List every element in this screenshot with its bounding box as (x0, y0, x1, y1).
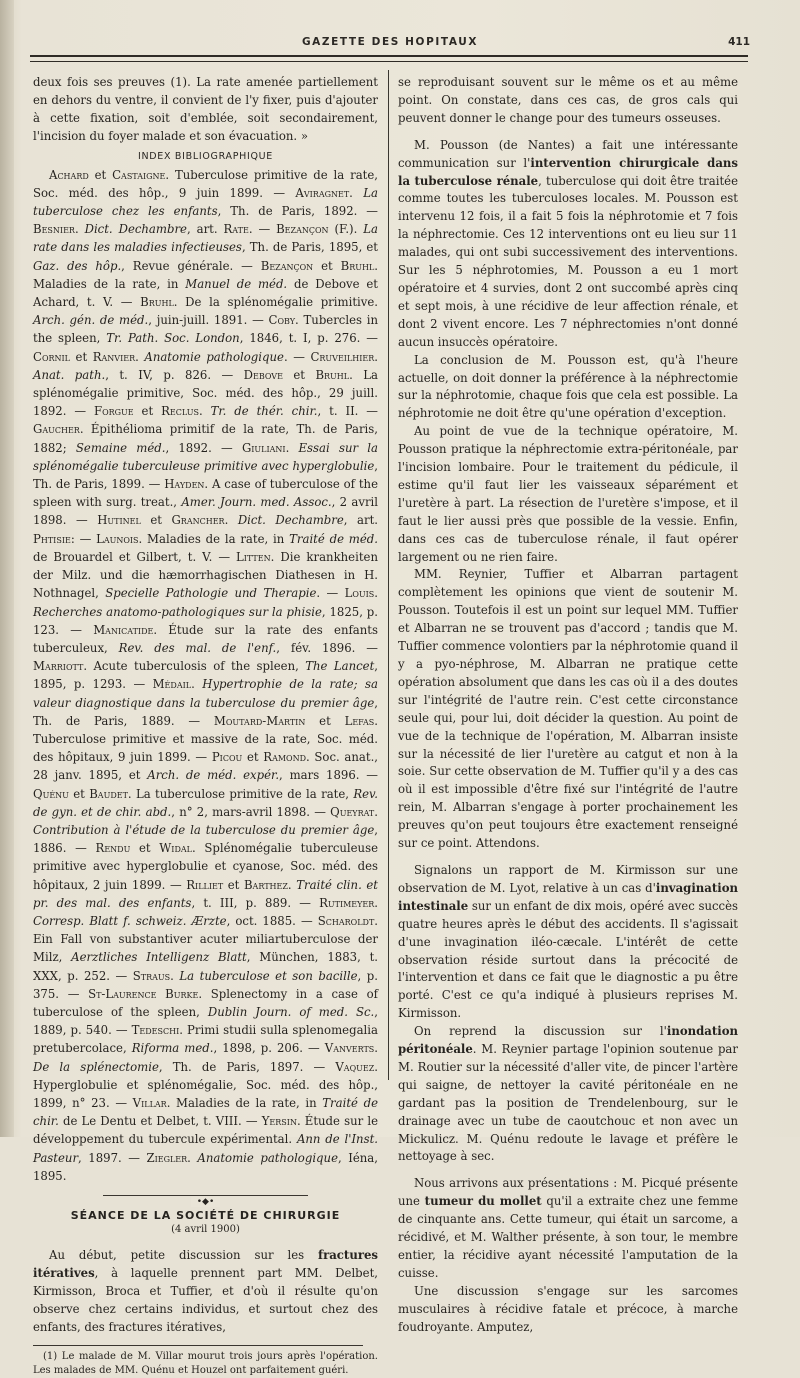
citation-text: . Ein Fall von substantiver acuter miliartuberculose der Milz, (33, 913, 378, 965)
citation-text: , juin-juill. 1891. — (148, 313, 269, 328)
citation-text: . Épithélioma primitif de la rate, Th. de Paris, 1882; (33, 422, 378, 455)
author-name: Ranvier (92, 349, 136, 364)
work-title: Tr. de thér. chir. (210, 404, 318, 419)
citation-text: , mars 1896. — (279, 768, 378, 783)
work-title: La tuberculose chez les enfants (33, 185, 379, 219)
citation-text: , 1892. — (165, 440, 242, 455)
author-name: Moutard-Martin (213, 713, 306, 728)
citation-text: , 1825, p. 123. — (33, 604, 378, 637)
citation-text: . La splénomégalie primitive, Soc. méd. des hôp., 29 juill. 1892. — (33, 367, 378, 419)
citation-text: , 1886. — (33, 822, 378, 856)
author-name: Yersin (261, 1114, 297, 1129)
citation-text: , Revue générale. — (121, 258, 261, 273)
author-name: Grancher (171, 513, 225, 528)
citation-text: de Brouardel et Gilbert, t. V. — (33, 549, 237, 564)
citation-text: et (68, 786, 90, 801)
citation-text: . Tuberculose primitive de la rate, Soc. méd. des hôp., 9 juin 1899. — (33, 167, 378, 200)
paragraph: se reproduisant souvent sur le même os et au même point. On constate, dans ces cas, de gros cals qui peuvent donner le change pour des tumeurs osseuses. (398, 75, 738, 125)
work-title: Contribution à l'étude de la tuberculose du premier âge (33, 822, 375, 837)
work-title: Anatomie pathologique (144, 349, 284, 364)
citation-text: et (313, 258, 341, 273)
author-name: Cornil (33, 349, 70, 364)
journal-title: GAZETTE DES HOPITAUX (301, 36, 479, 48)
bold-term: fractures itératives (33, 1248, 378, 1280)
citation-text: . Maladies de la rate, in (33, 258, 378, 291)
author-name: Scharoldt (317, 913, 375, 928)
author-name: Litten (236, 549, 271, 564)
author-name: Debove (243, 367, 283, 382)
author-name: Bruhl (315, 367, 350, 382)
work-title: Arch. de méd. expér. (147, 768, 280, 783)
author-name: Ziegler (146, 1150, 188, 1165)
citation-text: . (287, 877, 297, 892)
seance-paragraph (33, 1247, 378, 1337)
biblio-heading: INDEX BIBLIOGRAPHIQUE (137, 150, 274, 162)
work-title: Traité de méd. (289, 531, 378, 546)
author-name: Vaquez (335, 1059, 375, 1074)
citation-text: et (242, 750, 264, 765)
work-title: Corresp. Blatt f. schweiz. Ærzte (33, 913, 227, 928)
section-title: SÉANCE DE LA SOCIÉTÉ DE CHIRURGIE (70, 1209, 341, 1222)
text-span: Nous arrivons aux présentations : M. Picqué présente une (398, 1176, 738, 1209)
right-column (398, 74, 738, 1337)
author-name: Castaigne (112, 167, 166, 182)
citation-text: , 1897. — (78, 1150, 147, 1165)
author-name: Rate (223, 222, 249, 237)
text-span: qu'il a extraite chez une femme de cinquante ans. Cette tumeur, qui était un sarcome, a récidivé, et M. Walther présente, à son tour, le membre entier, la récidive ayant nécessité l'amputation de la cuisse. (398, 1194, 738, 1280)
work-title: Hypertrophie de la rate; sa valeur diagnostique dans la tuberculose du premier âge (33, 677, 378, 710)
work-title: Semaine méd. (75, 440, 166, 455)
work-title: Rev. de gyn. et de chir. abd. (33, 786, 378, 819)
author-name: Giuliani (241, 440, 286, 455)
work-title: Tr. Path. Soc. London (106, 331, 240, 346)
author-name: St-Laurence Burke (88, 986, 199, 1001)
bold-term: invagination intestinale (398, 880, 738, 913)
author-name: Launois (96, 531, 139, 546)
text-span: , à laquelle prennent part MM. Delbet, Kirmisson, Broca et Tuffier, et d'où il résulte qu'on observe chez certains individus, et surtout chez des enfants, des fractures itératives, (33, 1265, 378, 1334)
bold-term: intervention chirurgicale dans la tuberculose rénale (398, 155, 738, 188)
citation-text: , oct. 1885. — (226, 913, 318, 928)
citation-text: . De la splénomégalie primitive. (173, 295, 378, 310)
paragraph (398, 137, 738, 352)
paragraph (398, 1175, 738, 1282)
intro-paragraph: deux fois ses preuves (1). La rate amenée partiellement en dehors du ventre, il convient de l'y fixer, puis d'ajouter à cette fixation, soit d'emblée, soit secondairement, l'incision du foyer malade et son évacuation. » (33, 75, 378, 143)
citation-text: et (223, 877, 244, 892)
author-name: Reclus (161, 404, 199, 419)
author-name: Queyrat (330, 804, 375, 819)
work-title: Anat. path. (33, 367, 106, 382)
citation-text: . (374, 1041, 379, 1056)
citation-text: , Th. de Paris, 1895, et (241, 240, 378, 255)
author-name: Tedeschi (131, 1023, 180, 1038)
citation-text: . Soc. anat., 28 janv. 1895, et (33, 750, 379, 783)
author-name: Bruhl (140, 295, 174, 310)
citation-text: . La tuberculose primitive de la rate, (127, 786, 354, 801)
author-name: Louis (344, 586, 375, 601)
author-name: Phtisie (33, 531, 71, 546)
author-name: Bruhl (340, 258, 375, 273)
author-name: Bezançon (260, 258, 314, 273)
author-name: Villar (132, 1095, 167, 1110)
page-spine-shadow (0, 0, 14, 1137)
author-name: Quénu (33, 786, 69, 801)
citation-text: . Maladies de la rate, in (138, 531, 290, 546)
footnote-rule (33, 1345, 363, 1346)
bold-term: tumeur du mollet (424, 1194, 542, 1209)
citation-text: . — (316, 586, 345, 601)
work-title: Dict. Dechambre (237, 513, 344, 528)
citation-text: . (374, 586, 378, 601)
ornament-glyph: •◆• (191, 1197, 221, 1207)
author-name: Hayden (164, 477, 205, 492)
work-title: Amer. Journ. med. Assoc. (181, 495, 332, 510)
author-name: Marriott (33, 659, 84, 674)
author-name: Manicatide (93, 622, 154, 637)
citation-text: . Étude sur la rate des enfants tuberculeux, (33, 622, 378, 655)
citation-text: , 1889, p. 540. — (33, 1004, 378, 1038)
citation-text: . Hyperglobulie et splénomégalie, Soc. méd. des hôp., 1899, n° 23. — (33, 1059, 378, 1110)
paragraph: La conclusion de M. Pousson est, qu'à l'heure actuelle, on doit donner la préférence à la néphrectomie sur la néphrotomie, chaque fois que cela est possible. La néphrotomie ne doit être qu'une opération d'exception. (398, 352, 738, 421)
citation-text: , 1895, p. 1293. — (33, 659, 378, 692)
citation-text: , n° 2, mars-avril 1898. — (171, 804, 331, 819)
citation-text: , p. 375. — (33, 968, 378, 1001)
author-name: Ramond (263, 750, 307, 765)
citation-text: . Tuberculose primitive et massive de la rate, Soc. méd. des hôpitaux, 9 juin 1899. — (33, 713, 378, 765)
footnote: (1) Le malade de M. Villar mourut trois jours après l'opération. Les malades de MM. Quénu et Houzel ont parfaitement guéri. (33, 1350, 378, 1376)
paragraph: Au point de vue de la technique opératoire, M. Pousson pratique la néphrectomie extra-péritonéale, par l'incision lombaire. Pour le traitement du pédicule, il estime qu'il faut lier les vaisseaux séparément et l'uretère à part. La résection de l'uretère s'impose, et il faut le lier aussi près que possible de la vessie. Enfin, dans ces cas de tuberculose rénale, il faut opérer largement ou ne rien faire. (398, 424, 738, 564)
citation-text: , 1846, t. I, p. 276. — (239, 331, 378, 346)
section-ornament (33, 1189, 378, 1207)
citation-text: , Th. de Paris, 1889. — (33, 695, 378, 728)
citation-text: . (135, 349, 145, 364)
author-name: Achard (49, 167, 89, 182)
work-title: Gaz. des hôp. (33, 258, 122, 273)
citation-text: et (305, 713, 345, 728)
citation-text: et (282, 367, 316, 382)
column-divider (388, 70, 389, 1080)
work-title: Rev. des mal. de l'enf. (118, 640, 277, 655)
paragraph: Une discussion s'engage sur les sarcomes musculaires à récidive fatale et précoce, à marche foudroyante. Amputez, (398, 1283, 738, 1334)
work-title: La rate dans les maladies infectieuses (33, 222, 378, 255)
bibliography (33, 166, 378, 1185)
citation-text: . (349, 185, 364, 200)
author-name: Aviragnet (295, 185, 350, 200)
citation-text: , t. III, p. 889. — (191, 895, 320, 910)
author-name: Rendu (95, 841, 131, 856)
citation-text: , München, 1883, t. XXX, p. 252. — (33, 950, 379, 983)
author-name: Rilliet (186, 877, 224, 892)
citation-text: . Splénomégalie tuberculeuse primitive avec hyperglobulie et cyanose, Soc. méd. des hôpitaux, 2 juin 1899. — (33, 841, 378, 892)
text-span: sur un enfant de dix mois, opéré avec succès quatre heures après le début des accidents. Il s'agissait d'une invagination iléo-cæcale. L'intérêt de cette observation réside surtout dans la précocité de l'intervention et dans ce fait que le diagnostic a pu être porté. C'est ce qu'a indiqué à plusieurs reprises M. Kirmisson. (398, 898, 738, 1021)
work-title: Specielle Pathologie und Therapie (105, 586, 317, 601)
left-column (33, 74, 378, 1378)
bold-term: inondation péritonéale (398, 1024, 738, 1057)
citation-text: et (130, 841, 160, 856)
author-name: Gaucher (33, 422, 80, 437)
citation-text: . (285, 440, 299, 455)
citation-text: . (191, 677, 203, 692)
text-span: , tuberculose qui doit être traitée comme toutes les tuberculoses locales. M. Pousson est intervenu 12 fois, il a fait 5 fois la néphrotomie et 7 fois la néphrectomie. Ces 12 interventions ont eu lieu sur 11 malades, qui ont subi successivement des interventions. Sur les 5 néphrotomies, M. Pousson a eu 1 mort opératoire et 4 survies, dont 2 ont succombé après cinq et sept mois, à une récidive de leur affection rénale, et dont 2 vivent encore. Les 7 néphrectomies n'ont donné aucun insuccès opératoire. (398, 173, 738, 349)
header-rule (30, 55, 748, 62)
work-title: Arch. gén. de méd. (33, 313, 149, 328)
citation-text: . (374, 804, 378, 819)
text-span: On reprend la discussion sur l' (414, 1024, 667, 1039)
citation-text: . Primi studii sulla splenomegalia pretubercolace, (33, 1023, 378, 1056)
citation-text: . Die krankheiten der Milz. und die hæmorrhagischen Diathesen in H. Nothnagel, (33, 549, 378, 601)
citation-text: . Acute tuberculosis of the spleen, (83, 659, 306, 674)
citation-text: . Tubercles in the spleen, (33, 313, 379, 346)
work-title: Aerztliches Intelligenz Blatt (71, 950, 247, 965)
author-name: Cruveilhier (310, 349, 375, 364)
citation-text: et (88, 167, 113, 182)
author-name: Coby (268, 313, 296, 328)
work-title: Traité clin. et pr. des mal. des enfants (33, 877, 378, 910)
citation-text: . A case of tuberculose of the spleen with surg. treat., (33, 477, 378, 510)
citation-text: , Iéna, 1895. (33, 1150, 378, 1183)
citation-text: , Th. de Paris, 1892. — (217, 204, 378, 219)
author-name: Médail (152, 677, 192, 692)
citation-text: (F.). (328, 222, 364, 237)
citation-text: et (140, 513, 172, 528)
author-name: Vanverts (324, 1041, 375, 1056)
citation-text: . (170, 968, 180, 983)
text-span: Au début, petite discussion sur les (49, 1248, 319, 1262)
author-name: Picou (211, 750, 243, 765)
bibliography-text (33, 166, 378, 1185)
author-name: Lefas (344, 713, 375, 728)
citation-text: , 2 avril 1898. — (33, 495, 379, 528)
citation-text: . (187, 1150, 198, 1165)
author-name: Straus (132, 968, 171, 983)
work-title: Ann de l'Inst. Pasteur (33, 1132, 378, 1165)
author-name: Widal (159, 841, 192, 856)
citation-text: . Étude sur le développement du tubercule expérimental. (33, 1114, 378, 1147)
work-title: De la splénectomie (33, 1059, 159, 1074)
section-date: (4 avril 1900) (171, 1224, 240, 1235)
text-span: . M. Reynier partage l'opinion soutenue par M. Routier sur la nécessité d'aller vite, de pincer l'artère qui saigne, de nettoyer la cavité péritonéale en ne gardant pas la position de Trendelenbourg, sur le drainage avec un tube de caoutchouc et non avec un Mickulicz. M. Quénu redoute le lavage et préfère le nettoyage à sec. (398, 1042, 738, 1164)
work-title: Recherches anatomo-pathologiques sur la phisie (33, 604, 322, 619)
work-title: Dict. Dechambre (84, 222, 187, 237)
paragraph: MM. Reynier, Tuffier et Albarran partagent complètement les opinions que vient de soutenir M. Pousson. Toutefois il est un point sur lequel MM. Tuffier et Albarran ne se trouvent pas d'accord ; tandis que M. Tuffier commence volontiers par la néphrotomie quand il y a pyo-néphrose, M. Albarran ne pratique cette opération absolument que dans les cas où il a des doutes sur l'intégrité de l'autre rein. C'est cette circonstance seule qui, pour lui, doit décider la question. Au point de vue de la technique de l'opération, M. Albarran insiste sur la nécessité de lier l'uretère au catgut et non à la soie. Sur cette observation de M. Tuffier qu'il y a des cas où il est impossible d'être fixé sur l'intégrité de l'autre rein, M. Albarran s'engage à porter prochainement les preuves qu'on peut toujours être exactement renseigné sur ce point. Attendons. (398, 567, 738, 851)
citation-text: . (224, 513, 238, 528)
work-title: Anatomie pathologique (197, 1150, 338, 1165)
citation-text: , 1898, p. 206. — (213, 1041, 325, 1056)
citation-text: . (374, 895, 378, 910)
paragraph (398, 1023, 738, 1166)
citation-text: de Le Dentu et Delbet, t. VIII. — (58, 1114, 262, 1129)
text-span: M. Pousson (de Nantes) a fait une intéressante communication sur l' (398, 137, 738, 170)
citation-text: . — (283, 349, 311, 364)
work-title: Traité de chir. (33, 1095, 378, 1129)
citation-text: , t. II. — (317, 404, 378, 419)
work-title: Riforma med. (131, 1041, 214, 1056)
citation-text: : — (70, 531, 97, 546)
work-title: La tuberculose et son bacille (179, 968, 358, 983)
citation-text: de Debove et Achard, t. V. — (33, 276, 379, 310)
work-title: Manuel de méd. (185, 276, 288, 291)
citation-text: , t. IV, p. 826. — (105, 367, 244, 382)
citation-text: . — (248, 222, 277, 237)
work-title: The Lancet (305, 659, 375, 674)
citation-text: , fév. 1896. — (276, 640, 378, 655)
citation-text: . Maladies de la rate, in (166, 1095, 323, 1110)
citation-text: , art. (186, 222, 224, 237)
citation-text: . (198, 404, 211, 419)
citation-text: , Th. de Paris, 1899. — (33, 458, 378, 492)
text-span: Signalons un rapport de M. Kirmisson sur une observation de M. Lyot, relative à un cas d' (398, 862, 738, 895)
page-number: 411 (728, 36, 750, 48)
author-name: Baudet (89, 786, 128, 801)
citation-text: . (374, 349, 378, 364)
citation-text: . Splenectomy in a case of tuberculose of the spleen, (33, 986, 378, 1019)
author-name: Besnier (33, 222, 75, 237)
author-name: Hutinel (97, 513, 141, 528)
work-title: Essai sur la splénomégalie tuberculeuse primitive avec hyperglobulie (33, 440, 378, 473)
author-name: Barthez (243, 877, 288, 892)
work-title: Dublin Journ. of med. Sc. (207, 1004, 375, 1019)
citation-text: , Th. de Paris, 1897. — (158, 1059, 336, 1074)
paragraph (398, 862, 738, 1023)
author-name: Bezançon (276, 222, 329, 237)
citation-text: , art. (343, 513, 378, 528)
citation-text: et (133, 404, 162, 419)
author-name: Forgue (93, 404, 134, 419)
author-name: Rutimeyer (319, 895, 375, 910)
citation-text: et (70, 349, 93, 364)
citation-text: . (74, 222, 85, 237)
